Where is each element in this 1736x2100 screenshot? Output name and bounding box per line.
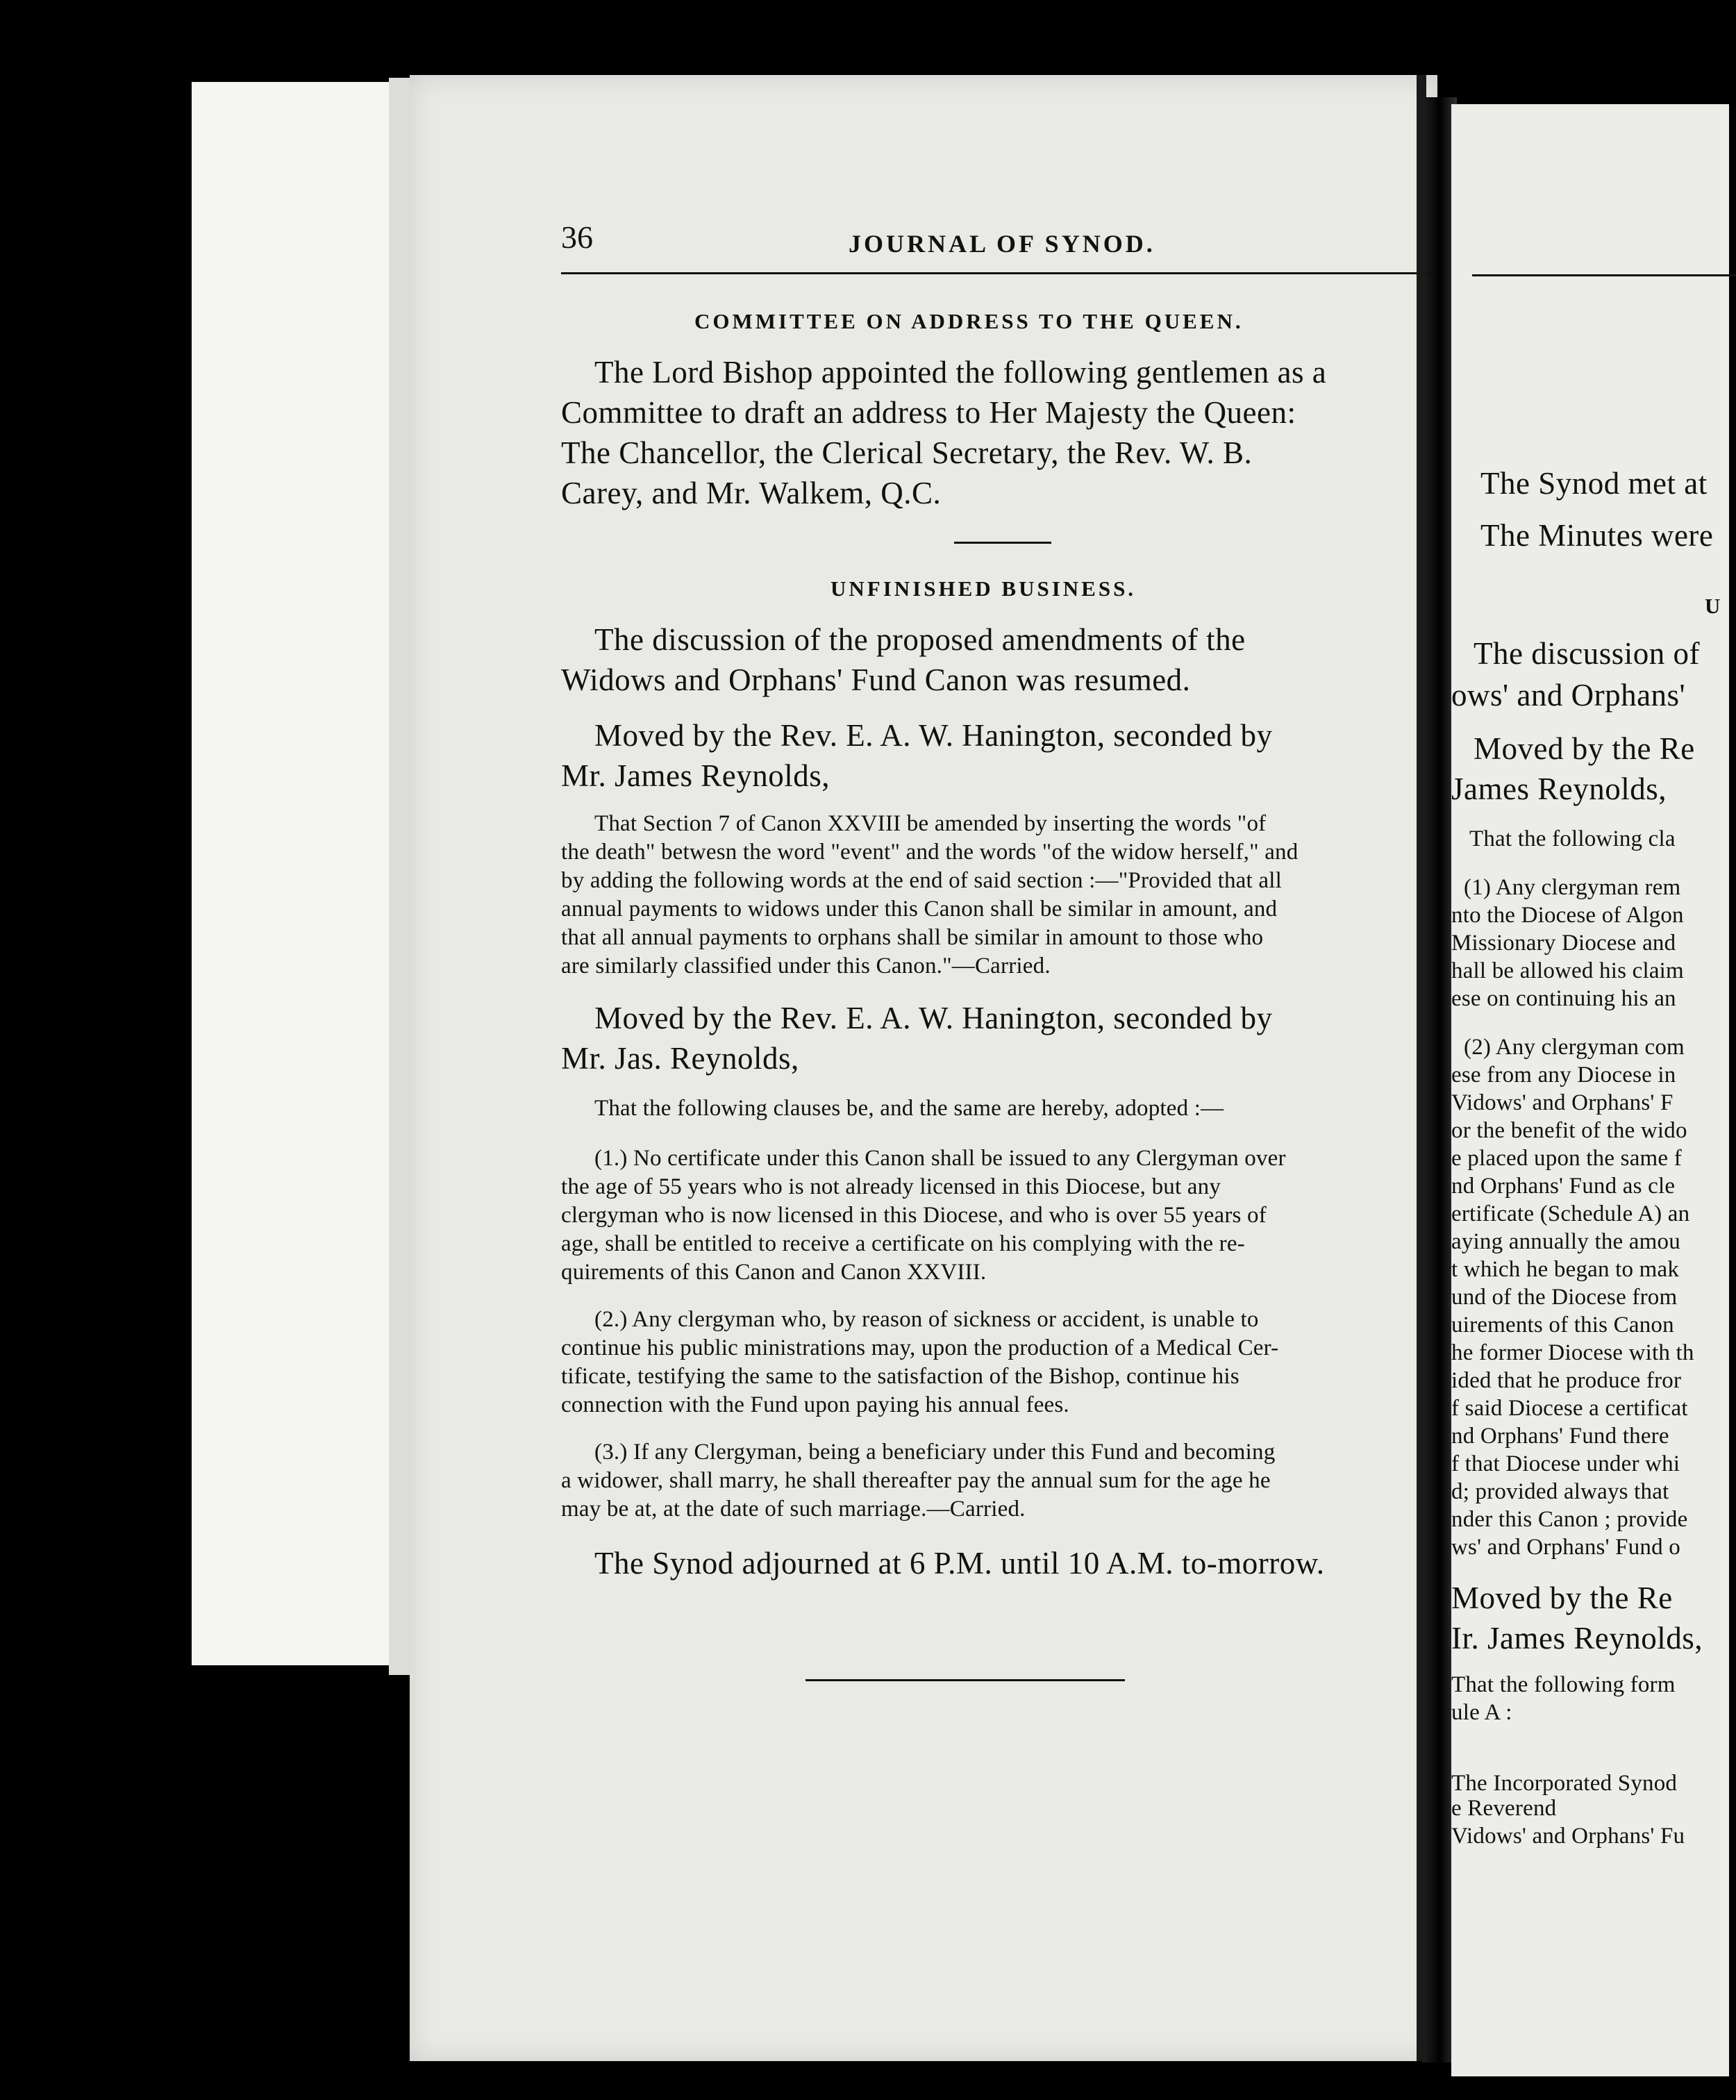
text-line: That the following form bbox=[1451, 1672, 1676, 1697]
text-line: annual payments to widows under this Canon shall be similar in amount, and bbox=[561, 897, 1278, 922]
text-line: James Reynolds, bbox=[1451, 772, 1667, 806]
text-line: f said Diocese a certificat bbox=[1451, 1396, 1688, 1421]
text-line: That Section 7 of Canon XXVIII be amended by inserting the words "of bbox=[594, 811, 1267, 836]
text-line: nd Orphans' Fund as cle bbox=[1451, 1174, 1676, 1199]
header-rule bbox=[1472, 274, 1736, 276]
end-rule bbox=[806, 1679, 1125, 1681]
text-line: e Reverend bbox=[1451, 1796, 1557, 1821]
text-line: The Incorporated Synod bbox=[1451, 1771, 1678, 1796]
adjournment-line: The Synod adjourned at 6 P.M. until 10 A.M. to-morrow. bbox=[594, 1546, 1325, 1581]
text-line: Mr. Jas. Reynolds, bbox=[561, 1041, 799, 1076]
text-line: the death" betwesn the word "event" and the words "of the widow herself," and bbox=[561, 840, 1299, 865]
text-line: by adding the following words at the end of said section :—"Provided that all bbox=[561, 868, 1282, 893]
text-line: clergyman who is now licensed in this Diocese, and who is over 55 years of bbox=[561, 1203, 1267, 1228]
text-line: may be at, at the date of such marriage.—Carried. bbox=[561, 1497, 1026, 1522]
text-line: hall be allowed his claim bbox=[1451, 958, 1684, 983]
text-line: Missionary Diocese and bbox=[1451, 931, 1676, 956]
text-line: That the following cla bbox=[1469, 826, 1676, 851]
text-line: he former Diocese with th bbox=[1451, 1340, 1694, 1365]
text-line: f that Diocese under whi bbox=[1451, 1451, 1680, 1476]
text-line: Moved by the Re bbox=[1451, 1581, 1673, 1615]
text-line: aying annually the amou bbox=[1451, 1229, 1680, 1254]
text-line: ule A : bbox=[1451, 1700, 1512, 1725]
text-line: (1.) No certificate under this Canon shall be issued to any Clergyman over bbox=[594, 1146, 1286, 1171]
text-line: und of the Diocese from bbox=[1451, 1285, 1678, 1310]
text-line: Vidows' and Orphans' Fu bbox=[1451, 1824, 1685, 1849]
backing-card bbox=[192, 82, 421, 1665]
text-line: e placed upon the same f bbox=[1451, 1146, 1682, 1171]
text-line: Widows and Orphans' Fund Canon was resumed. bbox=[561, 662, 1191, 697]
text-line: (1) Any clergyman rem bbox=[1464, 875, 1681, 900]
text-line: ided that he produce fror bbox=[1451, 1368, 1682, 1393]
text-line: Carey, and Mr. Walkem, Q.C. bbox=[561, 476, 942, 510]
text-line: Moved by the Re bbox=[1474, 731, 1695, 766]
text-line: nto the Diocese of Algon bbox=[1451, 903, 1684, 928]
text-line: are similarly classified under this Canon."—Carried. bbox=[561, 953, 1051, 978]
text-line: age, shall be entitled to receive a certificate on his complying with the re- bbox=[561, 1231, 1245, 1256]
text-line: The Synod met at bbox=[1480, 466, 1708, 501]
text-line: (2) Any clergyman com bbox=[1464, 1035, 1685, 1060]
text-line: Vidows' and Orphans' F bbox=[1451, 1090, 1674, 1115]
text-line: U bbox=[1705, 594, 1724, 618]
text-line: That the following clauses be, and the same are hereby, adopted :— bbox=[594, 1096, 1224, 1121]
text-line: t which he began to mak bbox=[1451, 1257, 1680, 1282]
text-line: The discussion of the proposed amendments of the bbox=[594, 622, 1246, 657]
text-line: connection with the Fund upon paying his annual fees. bbox=[561, 1392, 1069, 1417]
text-line: uirements of this Canon bbox=[1451, 1312, 1674, 1338]
text-line: Committee to draft an address to Her Majesty the Queen: bbox=[561, 395, 1296, 430]
text-line: tificate, testifying the same to the satisfaction of the Bishop, continue his bbox=[561, 1364, 1240, 1389]
running-head: JOURNAL OF SYNOD. bbox=[849, 230, 1155, 258]
spine-shadow bbox=[1417, 75, 1426, 2061]
text-line: (2.) Any clergyman who, by reason of sickness or accident, is unable to bbox=[594, 1307, 1259, 1332]
text-line: ertificate (Schedule A) an bbox=[1451, 1201, 1690, 1226]
section-divider bbox=[954, 542, 1051, 544]
text-line: or the benefit of the wido bbox=[1451, 1118, 1687, 1143]
right-page-content bbox=[1451, 104, 1724, 2076]
text-line: the age of 55 years who is not already licensed in this Diocese, but any bbox=[561, 1174, 1221, 1199]
text-line: The discussion of bbox=[1474, 636, 1700, 671]
text-line: ows' and Orphans' bbox=[1451, 678, 1686, 712]
text-line: The Lord Bishop appointed the following gentlemen as a bbox=[594, 355, 1327, 390]
text-line: The Chancellor, the Clerical Secretary, the Rev. W. B. bbox=[561, 435, 1253, 470]
text-line: (3.) If any Clergyman, being a beneficiary under this Fund and becoming bbox=[594, 1440, 1276, 1465]
section-heading-committee: COMMITTEE ON ADDRESS TO THE QUEEN. bbox=[694, 309, 1244, 333]
text-line: quirements of this Canon and Canon XXVIII. bbox=[561, 1260, 987, 1285]
text-line: continue his public ministrations may, upon the production of a Medical Cer- bbox=[561, 1335, 1279, 1360]
text-line: that all annual payments to orphans shall be similar in amount to those who bbox=[561, 925, 1264, 950]
text-line: nder this Canon ; provide bbox=[1451, 1507, 1688, 1532]
text-line: d; provided always that bbox=[1451, 1479, 1669, 1504]
text-line: ese on continuing his an bbox=[1451, 986, 1676, 1011]
page-number: 36 bbox=[561, 219, 593, 255]
text-line: Moved by the Rev. E. A. W. Hanington, seconded by bbox=[594, 1001, 1273, 1035]
header-rule bbox=[561, 272, 1429, 274]
text-line: ese from any Diocese in bbox=[1451, 1062, 1676, 1088]
text-line: Ir. James Reynolds, bbox=[1451, 1621, 1703, 1656]
text-line: ws' and Orphans' Fund o bbox=[1451, 1535, 1680, 1560]
text-line: Mr. James Reynolds, bbox=[561, 758, 830, 793]
section-heading-unfinished: UNFINISHED BUSINESS. bbox=[831, 576, 1137, 601]
text-line: Moved by the Rev. E. A. W. Hanington, seconded by bbox=[594, 718, 1273, 753]
text-line: The Minutes were bbox=[1480, 518, 1714, 553]
text-line: nd Orphans' Fund there bbox=[1451, 1424, 1669, 1449]
text-line: a widower, shall marry, he shall thereafter pay the annual sum for the age he bbox=[561, 1468, 1271, 1493]
